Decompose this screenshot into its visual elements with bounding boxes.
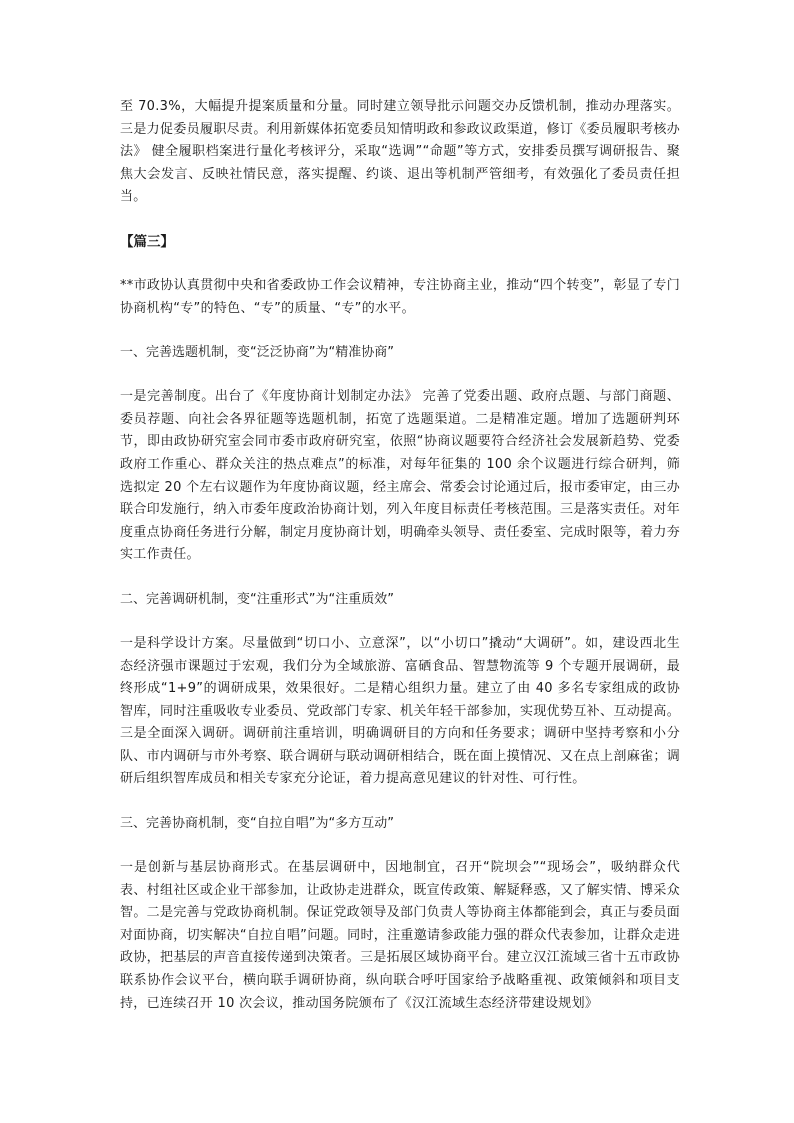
section-title: 【篇三】 <box>120 233 174 250</box>
heading-1: 一、完善选题机制，变“泛泛协商”为“精准协商” <box>120 345 394 361</box>
body-paragraph-3: 一是创新与基层协商形式。在基层调研中，因地制宜，召开“院坝会”“现场会”，吸纳群众代表、村组社区或企业干部参加，让政协走进群众，既宣传政策、解疑释惑，又了解实情、博采众智。二是完善与党政协商机制。保证党政领导及部门负责人等协商主体都能到会，真正与委员面对面协商，切实解决“自拉自唱”问题。同时，注重邀请参政能力强的群众代表参加，让群众走进政协，把基层的声音直接传递到决策者。三是拓展区域协商平台。建立汉江流域三省十五市政协联系协作会议平台，横向联手调研协商，纵向联合呼吁国家给予战略重视、政策倾斜和项目支持，已连续召开 10 次会议，推动国务院颁布了《汉江流域生态经济带建设规划》 <box>120 860 680 1011</box>
heading-3: 三、完善协商机制，变“自拉自唱”为“多方互动” <box>120 816 394 832</box>
body-paragraph-2: 一是科学设计方案。尽量做到“切口小、立意深”，以“小切口”撬动“大调研”。如，建设西北生态经济强市课题过于宏观，我们分为全域旅游、富硒食品、智慧物流等 9 个专题开展调研，最终形成“1+9”的调研成果，效果很好。二是精心组织力量。建立了由 40 多名专家组成的政协智库，同时注重吸收专业委员、党政部门专家、机关年轻干部参加，实现优势互补、互动提高。三是全面深入调研。调研前注重培训，明确调研目的方向和任务要求；调研中坚持考察和小分队、市内调研与市外考察、联合调研与联动调研相结合，既在面上摸情况、又在点上剖麻雀；调研后组织智库成员和相关专家充分论证，着力提高意见建议的针对性、可行性。 <box>120 635 680 787</box>
body-paragraph-1: 一是完善制度。出台了《年度协商计划制定办法》 完善了党委出题、政府点题、与部门商题、委员荐题、向社会各界征题等选题机制，拓宽了选题渠道。二是精准定题。增加了选题研判环节，即由政协研究室会同市委市政府研究室，依照“协商议题要符合经济社会发展新趋势、党委政府工作重心、群众关注的热点难点”的标准，对每年征集的 100 余个议题进行综合研判，筛选拟定 20 个左右议题作为年度协商议题，经主席会、常委会讨论通过后，报市委审定，由三办联合印发施行，纳入市委年度政治协商计划，列入年度目标责任考核范围。三是落实责任。对年度重点协商任务进行分解，制定月度协商计划，明确牵头领导、责任委室、完成时限等，着力夯实工作责任。 <box>120 389 680 563</box>
paragraph-continuation: 至 70.3%，大幅提升提案质量和分量。同时建立领导批示问题交办反馈机制，推动办理落实。三是力促委员履职尽责。利用新媒体拓宽委员知情明政和参政议政渠道，修订《委员履职考核办法》 健全履职档案进行量化考核评分，采取“选调”“命题”等方式，安排委员撰写调研报告、聚焦大会发言、反映社情民意，落实提醒、约谈、退出等机制严管细考，有效强化了委员责任担当。 <box>120 99 680 205</box>
heading-2: 二、完善调研机制，变“注重形式”为“注重质效” <box>120 591 394 607</box>
intro-paragraph: **市政协认真贯彻中央和省委政协工作会议精神，专注协商主业，推动“四个转变”，彰显了专门协商机构“专”的特色、“专”的质量、“专”的水平。 <box>120 277 680 316</box>
document-body <box>120 96 680 1015</box>
